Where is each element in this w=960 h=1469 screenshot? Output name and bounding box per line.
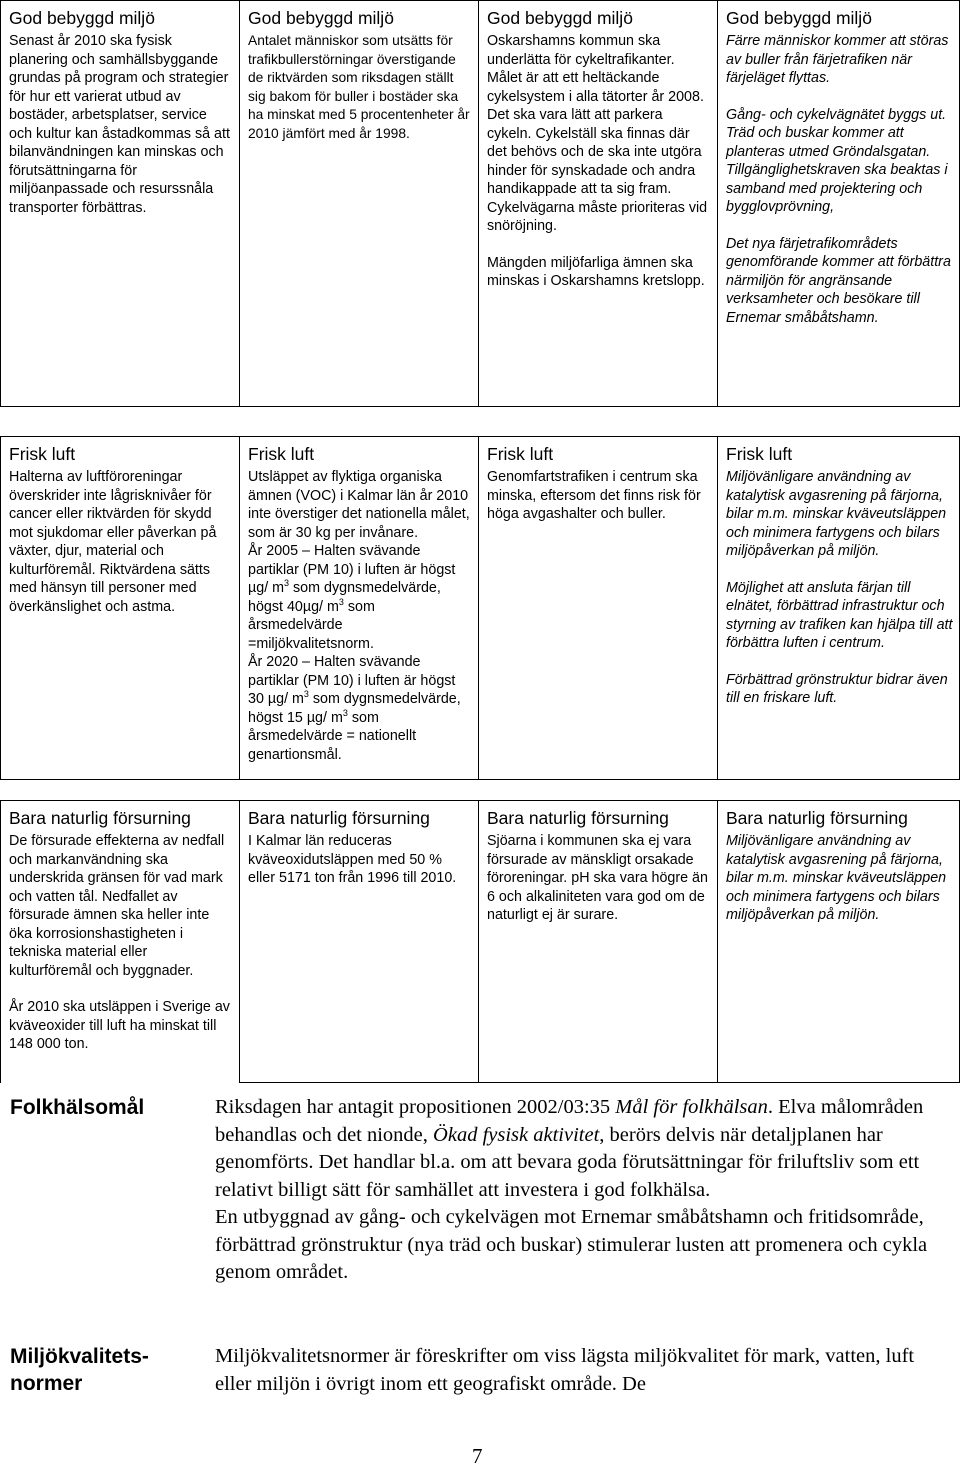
cell-text: Halterna av luftföroreningar överskrider inte lågrisknivåer för cancer eller riktvärden för skydd mot sjukdomar eller påverkan på växter, djur, material och kulturföremål. Riktvärdena sätts med hänsyn till personer med överkänslighet och astma. bbox=[9, 469, 217, 615]
table-cell bbox=[239, 0, 479, 407]
table-row bbox=[0, 800, 960, 1083]
table-cell bbox=[717, 0, 960, 407]
table-cell bbox=[0, 0, 240, 407]
section-title: Folkhälsomål bbox=[10, 1096, 145, 1119]
cell-text: I Kalmar län reduceras kväveoxidutsläppen med 50 % eller 5171 ton från 1996 till 2010. bbox=[248, 833, 457, 886]
cell-text: Utsläppet av flyktiga organiska ämnen (VOC) i Kalmar län år 2010 inte överstiger det nationella målet, som är 30 kg per invånare. bbox=[248, 469, 470, 541]
cell-text: Förbättrad grönstruktur bidrar även till en friskare luft. bbox=[726, 671, 948, 706]
cell-text: År 2010 ska utsläppen i Sverige av kväveoxider till luft ha minskat till 148 000 ton. bbox=[9, 999, 230, 1052]
table-cell bbox=[0, 800, 240, 1083]
table-cell bbox=[717, 436, 960, 780]
cell-heading: God bebyggd miljö bbox=[248, 8, 394, 28]
cell-text: Senast år 2010 ska fysisk planering och samhällsbyggande grundas på program och strategier för hur ett varierat utbud av bostäder, arbetsplatser, service och kultur kan åstadkommas så att bilanvändningen kan minskas och förutsättningarna för miljöanpassade och resurssnåla transporter förbättras. bbox=[9, 33, 230, 216]
table-row bbox=[0, 436, 960, 780]
cell-heading: Bara naturlig försurning bbox=[726, 808, 908, 828]
page-number: 7 bbox=[472, 1444, 483, 1468]
section-text: Riksdagen har antagit propositionen 2002/03:35 Mål för folkhälsan. Elva målområden behandlas och det nionde, Ökad fysisk aktivitet, berörs delvis när detaljplanen har genomförts. Det handlar bl.a. om att bevara goda förutsättningar för friluftsliv som ett relativt billigt sätt för samhället att investera i god folkhälsa. En utbyggnad av gång- och cykelvägen mot Ernemar småbåtshamn och fritidsområde, förbättrad grönstruktur (nya träd och buskar) stimulerar lusten att promenera och cykla genom området. bbox=[215, 1096, 928, 1283]
cell-heading: Frisk luft bbox=[487, 444, 554, 464]
cell-text: De försurade effekterna av nedfall och markanvändning ska underskrida gränsen för vad mark och vatten tål. Nedfallet av försurade ämnen ska heller inte öka korrosionshastigheten i tekniska material eller kulturföremål och byggnader. bbox=[9, 833, 225, 979]
table-cell bbox=[478, 0, 718, 407]
cell-heading: God bebyggd miljö bbox=[726, 8, 872, 28]
cell-text: Gång- och cykelvägnätet byggs ut. Träd och buskar kommer att planteras utmed Gröndalsgatan. Tillgänglighetskraven ska beaktas i samband med projektering och bygglovprövning, bbox=[726, 106, 948, 215]
table-cell bbox=[478, 436, 718, 780]
cell-text: Oskarshamns kommun ska underlätta för cykeltrafikanter. Målet är att ett heltäckande cykelsystem i alla tätorter år 2008. Det ska vara lätt att parkera cykeln. Cykelställ ska finnas där det behövs och de ska inte utgöra hinder för synskadade och andra handikappade att ta sig fram. Cykelvägarna måste prioriteras vid snöröjning. bbox=[487, 33, 708, 234]
cell-text: Antalet människor som utsätts för trafikbullerstörningar överstigande de riktvärden som riksdagen ställt sig bakom för buller i bostäder ska ha minskat med 5 procentenheter år 2010 jämfört med år 1998. bbox=[248, 33, 470, 141]
cell-heading: Frisk luft bbox=[248, 444, 315, 464]
cell-text: Miljövänligare användning av katalytisk avgasrening på färjorna, bilar m.m. minskar kväveutsläppen och minimera fartygens och bilars miljöpåverkan på miljön. bbox=[726, 833, 947, 923]
table-cell bbox=[239, 436, 479, 780]
cell-text: Miljövänligare användning av katalytisk avgasrening på färjorna, bilar m.m. minskar kväveutsläppen och minimera fartygens och bilars miljöpåverkan på miljön. bbox=[726, 469, 947, 559]
cell-heading: Frisk luft bbox=[9, 444, 76, 464]
cell-text: Möjlighet att ansluta färjan till elnätet, förbättrad infrastruktur och styrning av trafiken kan hjälpa till att förbättra luften i centrum. bbox=[726, 579, 953, 651]
cell-heading: Bara naturlig försurning bbox=[9, 808, 191, 828]
table-cell bbox=[0, 436, 240, 780]
cell-text: Sjöarna i kommunen ska ej vara försurade av mänskligt orsakade föroreningar. pH ska vara högre än 6 och alkaliniteten vara god om de naturligt ej är surare. bbox=[487, 833, 708, 923]
cell-heading: God bebyggd miljö bbox=[487, 8, 633, 28]
table-cell bbox=[717, 800, 960, 1083]
cell-text: År 2020 – Halten svävande partiklar (PM 10) i luften är högst 30 µg/ $m^3$ som dygnsmedelvärde, högst 15 µg/ $m^3$ som årsmedelvärde = nationellt genartionsmål. bbox=[248, 654, 461, 763]
table-cell bbox=[239, 800, 479, 1083]
cell-heading: Bara naturlig försurning bbox=[248, 808, 430, 828]
cell-heading: Frisk luft bbox=[726, 444, 793, 464]
cell-heading: Bara naturlig försurning bbox=[487, 808, 669, 828]
cell-text: Färre människor kommer att störas av buller från färjetrafiken när färjeläget flyttas. bbox=[726, 33, 949, 86]
table-cell bbox=[478, 800, 718, 1083]
cell-heading: God bebyggd miljö bbox=[9, 8, 155, 28]
section-title: Miljökvalitets- normer bbox=[10, 1345, 149, 1395]
section-text: Miljökvalitetsnormer är föreskrifter om viss lägsta miljökvalitet för mark, vatten, luft eller miljön i övrigt inom ett geografiskt område. De bbox=[215, 1345, 915, 1395]
table-row bbox=[0, 0, 960, 407]
cell-text: Genomfartstrafiken i centrum ska minska, eftersom det finns risk för höga avgashalter och buller. bbox=[487, 469, 701, 522]
cell-text: Mängden miljöfarliga ämnen ska minskas i Oskarshamns kretslopp. bbox=[487, 254, 705, 289]
cell-text: År 2005 – Halten svävande partiklar (PM 10) i luften är högst µg/ $m^3$ som dygnsmedelvärde, högst 40µg/ $m^3$ som årsmedelvärde =miljökvalitetsnorm. bbox=[248, 543, 456, 652]
cell-text: Det nya färjetrafikområdets genomförande kommer att förbättra närmiljön för angränsande verksamheter och besökare till Ernemar småbåtshamn. bbox=[726, 235, 951, 326]
